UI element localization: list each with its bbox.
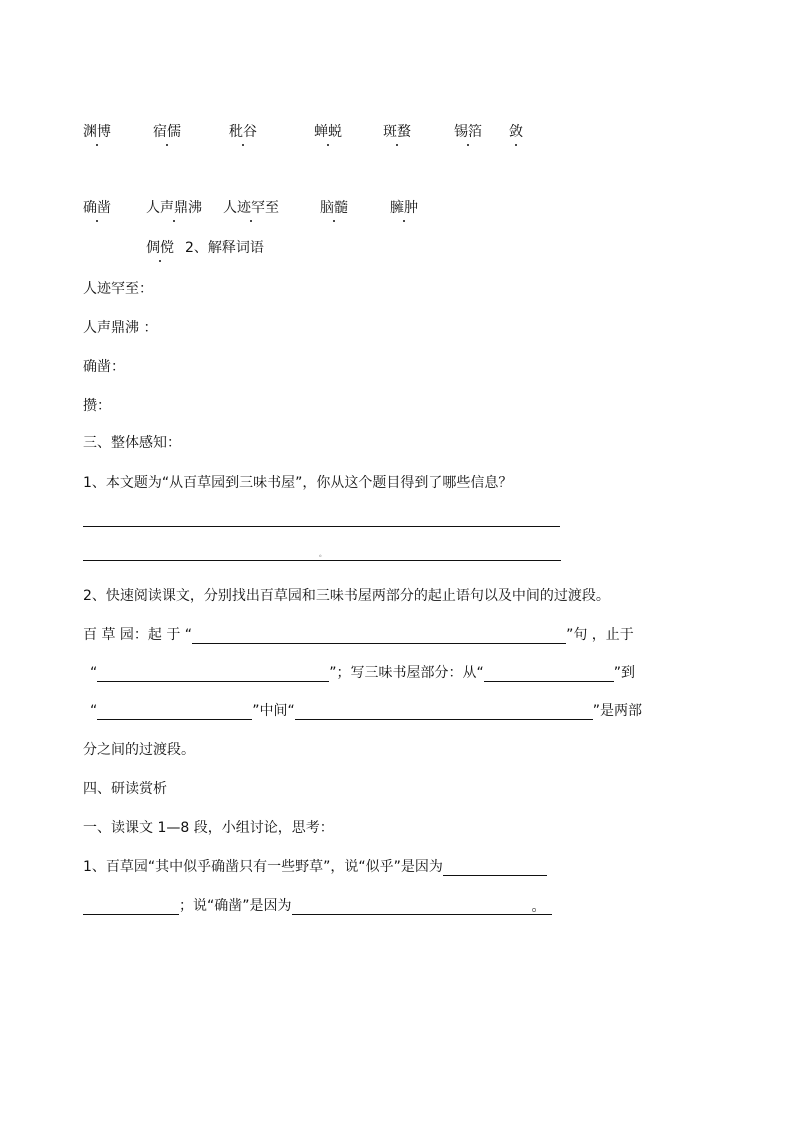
s4-q1-line2-mid: ；说“确凿”是因为 — [179, 898, 292, 914]
vocab-word-12: 臃肿 — [390, 200, 418, 216]
blank-sanwei-start[interactable] — [484, 665, 614, 682]
definition-item-3: 确凿： — [83, 359, 125, 375]
q2-line3-end: ”是两部 — [592, 703, 643, 719]
q2-line2-mid: ”；写三味书屋部分：从“ — [329, 665, 484, 681]
question-2-line-1 — [83, 626, 634, 644]
blank-quezao-reason[interactable] — [292, 898, 532, 915]
vocab-word-11: 脑髓 — [320, 200, 348, 216]
answer-line-2[interactable] — [83, 560, 561, 561]
answer-line-2-mark: 。 — [319, 550, 326, 558]
vocab-word-8: 确凿 — [83, 200, 111, 216]
blank-sihu-reason[interactable] — [443, 859, 547, 876]
s4-q1-prefix: 1、百草园“其中似乎确凿只有一些野草”，说“似乎”是因为 — [83, 859, 443, 875]
vocab-word-3: 秕谷 — [229, 124, 257, 140]
vocab-word-6: 锡箔 — [454, 124, 482, 140]
answer-line-1[interactable] — [83, 526, 560, 527]
blank-baicao-start[interactable] — [192, 627, 566, 644]
blank-sanwei-end[interactable] — [97, 703, 252, 720]
blank-baicao-end[interactable] — [97, 665, 329, 682]
blank-transition[interactable] — [295, 703, 593, 720]
q2-line2-start: “ — [90, 665, 98, 681]
section-3-question-2: 2、快速阅读课文，分别找出百草园和三味书屋两部分的起止语句以及中间的过渡段。 — [83, 588, 610, 604]
section-4-subheading: 一、读课文 1—8 段，小组讨论，思考： — [83, 820, 334, 836]
section-3-question-1: 1、本文题为“从百草园到三味书屋”，你从这个题目得到了哪些信息？ — [83, 475, 513, 491]
section-heading-definitions: 2、解释词语 — [185, 240, 264, 256]
definition-item-1: 人迹罕至： — [83, 281, 153, 297]
blank-sihu-reason-cont[interactable] — [83, 898, 179, 915]
vocab-word-1: 渊博 — [83, 124, 111, 140]
vocab-word-9: 人声鼎沸 — [146, 200, 202, 216]
section-3-title: 三、整体感知： — [83, 435, 181, 451]
vocab-word-7: 敛 — [509, 124, 523, 140]
vocab-word-13: 倜傥 — [146, 240, 174, 256]
question-2-line-2 — [90, 664, 635, 682]
definition-item-2: 人声鼎沸 ： — [83, 320, 158, 336]
section-4-question-1 — [83, 858, 547, 876]
question-2-line-3 — [90, 702, 642, 720]
section-4-question-1-line-2 — [83, 897, 552, 915]
vocab-word-10: 人迹罕至 — [223, 200, 279, 216]
section-4-title: 四、研读赏析 — [83, 781, 167, 797]
question-2-line-4: 分之间的过渡段。 — [83, 742, 195, 758]
vocab-word-4: 蝉蜕 — [314, 124, 342, 140]
q2-line3-mid: ”中间“ — [252, 703, 295, 719]
q2-line2-end: ”到 — [613, 665, 636, 681]
definition-item-4: 攒： — [83, 398, 111, 414]
q2-line3-start: “ — [90, 703, 98, 719]
vocab-word-2: 宿儒 — [153, 124, 181, 140]
q2-line1-suffix: ”句 ，止于 — [566, 627, 634, 643]
s4-q1-line2-end: 。 — [532, 898, 552, 915]
vocab-word-5: 斑蝥 — [383, 124, 411, 140]
q2-line1-prefix: 百 草 园：起 于 “ — [83, 627, 193, 643]
